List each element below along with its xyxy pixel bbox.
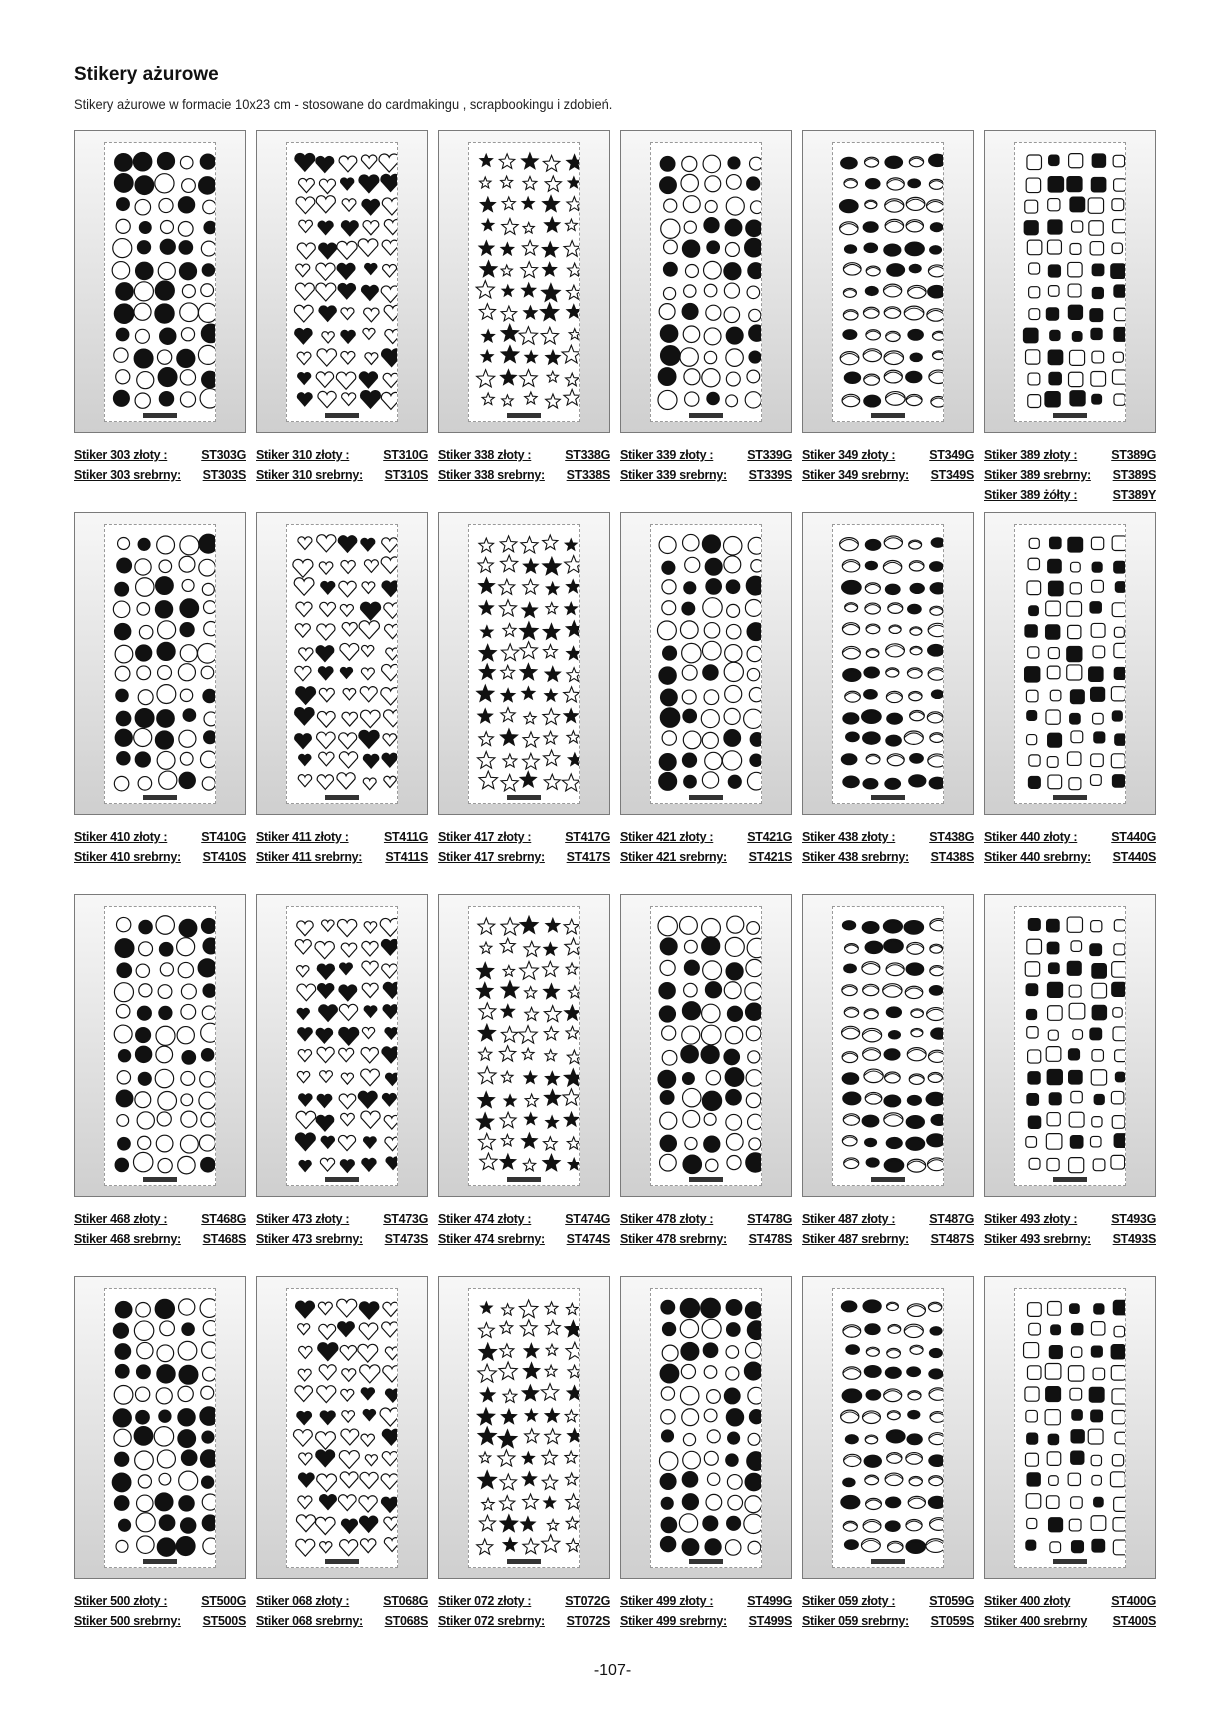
- product-label-line[interactable]: [802, 445, 974, 465]
- product-code: ST417G: [565, 830, 610, 844]
- product-label-line[interactable]: [438, 1611, 610, 1631]
- product-labels: [802, 1591, 974, 1631]
- product-label-line[interactable]: [74, 827, 246, 847]
- product-code: ST068S: [384, 1614, 428, 1628]
- product-label-line[interactable]: [74, 847, 246, 867]
- product-name: Stiker 487 srebrny:: [802, 1232, 909, 1246]
- product-card[interactable]: [74, 894, 246, 1249]
- product-name: Stiker 473 złoty :: [256, 1212, 350, 1226]
- product-card[interactable]: [620, 512, 792, 867]
- product-name: Stiker 389 srebrny:: [984, 468, 1091, 482]
- product-name: Stiker 339 srebrny:: [620, 468, 727, 482]
- product-label-line[interactable]: [802, 465, 974, 485]
- product-name: Stiker 417 srebrny:: [438, 850, 545, 864]
- product-name: Stiker 411 złoty :: [256, 830, 349, 844]
- sticker-sheet-image: [650, 142, 762, 422]
- product-code: ST349S: [930, 468, 974, 482]
- product-labels: [256, 827, 428, 867]
- product-code: ST389G: [1111, 448, 1156, 462]
- product-name: Stiker 410 srebrny:: [74, 850, 181, 864]
- product-code: ST310S: [384, 468, 428, 482]
- product-name: Stiker 478 złoty :: [620, 1212, 714, 1226]
- product-image-frame[interactable]: [256, 894, 428, 1197]
- product-name: Stiker 339 złoty :: [620, 448, 714, 462]
- brand-logo-strip: [507, 413, 541, 418]
- product-image-frame[interactable]: [984, 512, 1156, 815]
- product-code: ST410S: [202, 850, 246, 864]
- product-code: ST473G: [383, 1212, 428, 1226]
- product-label-line[interactable]: [802, 847, 974, 867]
- product-image-frame[interactable]: [802, 894, 974, 1197]
- sticker-sheet-image: [1014, 142, 1126, 422]
- sticker-sheet-image: [650, 524, 762, 804]
- product-name: Stiker 349 srebrny:: [802, 468, 909, 482]
- product-label-line[interactable]: [438, 1229, 610, 1249]
- product-labels: [984, 1209, 1156, 1249]
- product-name: Stiker 389 złoty :: [984, 448, 1078, 462]
- product-image-frame[interactable]: [74, 1276, 246, 1579]
- product-code: ST400S: [1112, 1614, 1156, 1628]
- product-code: ST474S: [566, 1232, 610, 1246]
- product-code: ST421S: [748, 850, 792, 864]
- product-label-line[interactable]: [256, 1591, 428, 1611]
- product-code: ST389Y: [1112, 488, 1156, 502]
- product-labels: [620, 827, 792, 867]
- product-grid: [74, 130, 1164, 1658]
- product-card[interactable]: [620, 130, 792, 485]
- product-row: [74, 894, 1164, 1276]
- product-label-line[interactable]: [438, 445, 610, 465]
- product-image-frame[interactable]: [438, 1276, 610, 1579]
- product-name: Stiker 400 srebrny: [984, 1614, 1087, 1628]
- product-code: ST303S: [202, 468, 246, 482]
- product-name: Stiker 440 złoty :: [984, 830, 1078, 844]
- product-name: Stiker 487 złoty :: [802, 1212, 896, 1226]
- product-labels: [256, 1209, 428, 1249]
- brand-logo-strip: [143, 1177, 177, 1182]
- brand-logo-strip: [143, 1559, 177, 1564]
- product-label-line[interactable]: [620, 1209, 792, 1229]
- product-labels: [984, 1591, 1156, 1631]
- product-code: ST411G: [383, 830, 428, 844]
- product-image-frame[interactable]: [438, 894, 610, 1197]
- product-card[interactable]: [984, 894, 1156, 1249]
- product-name: Stiker 440 srebrny:: [984, 850, 1091, 864]
- product-name: Stiker 303 złoty :: [74, 448, 168, 462]
- brand-logo-strip: [1053, 1559, 1087, 1564]
- product-name: Stiker 338 złoty :: [438, 448, 532, 462]
- product-code: ST438G: [929, 830, 974, 844]
- product-labels: [438, 827, 610, 867]
- product-labels: [620, 1209, 792, 1249]
- product-name: Stiker 310 złoty :: [256, 448, 350, 462]
- product-card[interactable]: [438, 130, 610, 485]
- product-name: Stiker 059 złoty :: [802, 1594, 896, 1608]
- product-name: Stiker 500 złoty :: [74, 1594, 168, 1608]
- product-labels: [74, 1209, 246, 1249]
- product-code: ST500S: [202, 1614, 246, 1628]
- product-labels: [438, 445, 610, 485]
- product-code: ST440S: [1112, 850, 1156, 864]
- product-label-line[interactable]: [802, 1591, 974, 1611]
- brand-logo-strip: [871, 1559, 905, 1564]
- product-label-line[interactable]: [984, 1229, 1156, 1249]
- product-name: Stiker 303 srebrny:: [74, 468, 181, 482]
- product-label-line[interactable]: [256, 847, 428, 867]
- product-label-line[interactable]: [802, 1611, 974, 1631]
- product-row: [74, 1276, 1164, 1658]
- product-name: Stiker 421 złoty :: [620, 830, 714, 844]
- brand-logo-strip: [871, 1177, 905, 1182]
- product-image-frame[interactable]: [984, 1276, 1156, 1579]
- product-label-line[interactable]: [620, 1591, 792, 1611]
- sticker-sheet-image: [104, 142, 216, 422]
- product-label-line[interactable]: [802, 1229, 974, 1249]
- sticker-sheet-image: [286, 1288, 398, 1568]
- product-label-line[interactable]: [438, 465, 610, 485]
- product-name: Stiker 072 złoty :: [438, 1594, 532, 1608]
- sticker-sheet-image: [650, 906, 762, 1186]
- product-name: Stiker 338 srebrny:: [438, 468, 545, 482]
- product-name: Stiker 468 złoty :: [74, 1212, 168, 1226]
- product-card[interactable]: [984, 130, 1156, 505]
- product-label-line[interactable]: [984, 847, 1156, 867]
- brand-logo-strip: [1053, 413, 1087, 418]
- product-card[interactable]: [256, 1276, 428, 1631]
- product-label-line[interactable]: [256, 445, 428, 465]
- product-label-line[interactable]: [620, 1229, 792, 1249]
- product-image-frame[interactable]: [984, 130, 1156, 433]
- product-code: ST500G: [201, 1594, 246, 1608]
- product-label-line[interactable]: [256, 465, 428, 485]
- brand-logo-strip: [689, 1559, 723, 1564]
- brand-logo-strip: [1053, 1177, 1087, 1182]
- product-code: ST339S: [748, 468, 792, 482]
- brand-logo-strip: [507, 1559, 541, 1564]
- product-card[interactable]: [74, 1276, 246, 1631]
- product-code: ST478G: [747, 1212, 792, 1226]
- product-code: ST338G: [565, 448, 610, 462]
- product-name: Stiker 389 żółty :: [984, 488, 1078, 502]
- product-code: ST310G: [383, 448, 428, 462]
- product-code: ST389S: [1112, 468, 1156, 482]
- product-code: ST499G: [747, 1594, 792, 1608]
- product-label-line[interactable]: [620, 1611, 792, 1631]
- product-label-line[interactable]: [256, 827, 428, 847]
- product-label-line[interactable]: [438, 1591, 610, 1611]
- sticker-sheet-image: [650, 1288, 762, 1568]
- brand-logo-strip: [689, 795, 723, 800]
- sticker-sheet-image: [468, 1288, 580, 1568]
- page-number: -107-: [593, 1662, 632, 1679]
- product-code: ST474G: [565, 1212, 610, 1226]
- product-card[interactable]: [438, 512, 610, 867]
- product-label-line[interactable]: [620, 827, 792, 847]
- product-code: ST339G: [747, 448, 792, 462]
- product-code: ST493G: [1111, 1212, 1156, 1226]
- product-name: Stiker 400 złoty: [984, 1594, 1071, 1608]
- product-card[interactable]: [620, 894, 792, 1249]
- product-card[interactable]: [984, 512, 1156, 867]
- sticker-sheet-image: [286, 906, 398, 1186]
- product-code: ST411S: [385, 850, 428, 864]
- product-label-line[interactable]: [620, 445, 792, 465]
- brand-logo-strip: [1053, 795, 1087, 800]
- product-label-line[interactable]: [74, 445, 246, 465]
- product-image-frame[interactable]: [620, 894, 792, 1197]
- product-label-line[interactable]: [984, 1209, 1156, 1229]
- product-label-line[interactable]: [438, 1209, 610, 1229]
- product-card[interactable]: [256, 130, 428, 485]
- product-name: Stiker 474 srebrny:: [438, 1232, 545, 1246]
- product-label-line[interactable]: [620, 465, 792, 485]
- sticker-sheet-image: [286, 142, 398, 422]
- product-labels: [256, 1591, 428, 1631]
- sticker-sheet-image: [104, 1288, 216, 1568]
- product-name: Stiker 499 złoty :: [620, 1594, 714, 1608]
- product-labels: [802, 1209, 974, 1249]
- product-card[interactable]: [802, 130, 974, 485]
- product-labels: [620, 1591, 792, 1631]
- product-code: ST468G: [201, 1212, 246, 1226]
- product-code: ST473S: [384, 1232, 428, 1246]
- product-code: ST478S: [748, 1232, 792, 1246]
- page-title: Stikery ażurowe: [74, 64, 219, 85]
- product-name: Stiker 059 srebrny:: [802, 1614, 909, 1628]
- product-image-frame[interactable]: [74, 130, 246, 433]
- product-code: ST338S: [566, 468, 610, 482]
- sticker-sheet-image: [1014, 906, 1126, 1186]
- product-label-line[interactable]: [984, 485, 1156, 505]
- product-code: ST440G: [1111, 830, 1156, 844]
- product-code: ST072G: [565, 1594, 610, 1608]
- product-labels: [438, 1209, 610, 1249]
- product-code: ST468S: [202, 1232, 246, 1246]
- sticker-sheet-image: [832, 524, 944, 804]
- product-image-frame[interactable]: [620, 130, 792, 433]
- product-labels: [984, 827, 1156, 867]
- product-card[interactable]: [74, 130, 246, 485]
- product-labels: [984, 445, 1156, 505]
- product-label-line[interactable]: [74, 1611, 246, 1631]
- product-image-frame[interactable]: [438, 512, 610, 815]
- product-label-line[interactable]: [74, 1209, 246, 1229]
- product-label-line[interactable]: [984, 465, 1156, 485]
- product-card[interactable]: [802, 512, 974, 867]
- product-image-frame[interactable]: [620, 512, 792, 815]
- product-row: [74, 130, 1164, 512]
- product-card[interactable]: [438, 894, 610, 1249]
- brand-logo-strip: [871, 795, 905, 800]
- sticker-sheet-image: [468, 142, 580, 422]
- brand-logo-strip: [871, 413, 905, 418]
- product-labels: [256, 445, 428, 485]
- product-code: ST059S: [930, 1614, 974, 1628]
- product-image-frame[interactable]: [802, 130, 974, 433]
- sticker-sheet-image: [832, 1288, 944, 1568]
- product-card[interactable]: [620, 1276, 792, 1631]
- sticker-sheet-image: [1014, 1288, 1126, 1568]
- sticker-sheet-image: [1014, 524, 1126, 804]
- product-labels: [74, 445, 246, 485]
- product-image-frame[interactable]: [74, 512, 246, 815]
- product-card[interactable]: [802, 1276, 974, 1631]
- product-code: ST349G: [929, 448, 974, 462]
- product-name: Stiker 474 złoty :: [438, 1212, 532, 1226]
- sticker-sheet-image: [468, 524, 580, 804]
- product-image-frame[interactable]: [620, 1276, 792, 1579]
- product-card[interactable]: [802, 894, 974, 1249]
- product-label-line[interactable]: [802, 827, 974, 847]
- product-name: Stiker 349 złoty :: [802, 448, 896, 462]
- product-label-line[interactable]: [74, 1229, 246, 1249]
- product-name: Stiker 068 srebrny:: [256, 1614, 363, 1628]
- product-code: ST493S: [1112, 1232, 1156, 1246]
- product-label-line[interactable]: [438, 847, 610, 867]
- product-labels: [74, 827, 246, 867]
- brand-logo-strip: [325, 795, 359, 800]
- product-name: Stiker 438 złoty :: [802, 830, 896, 844]
- product-label-line[interactable]: [620, 847, 792, 867]
- product-image-frame[interactable]: [984, 894, 1156, 1197]
- product-image-frame[interactable]: [802, 512, 974, 815]
- product-row: [74, 512, 1164, 894]
- product-code: ST438S: [930, 850, 974, 864]
- product-labels: [438, 1591, 610, 1631]
- product-code: ST487G: [929, 1212, 974, 1226]
- brand-logo-strip: [143, 795, 177, 800]
- product-name: Stiker 310 srebrny:: [256, 468, 363, 482]
- product-image-frame[interactable]: [74, 894, 246, 1197]
- product-code: ST410G: [201, 830, 246, 844]
- page-subtitle: Stikery ażurowe w formacie 10x23 cm - stosowane do cardmakingu , scrapbookingu i zdobień.: [74, 96, 613, 112]
- product-name: Stiker 493 złoty :: [984, 1212, 1078, 1226]
- sticker-sheet-image: [104, 906, 216, 1186]
- product-label-line[interactable]: [984, 1611, 1156, 1631]
- product-image-frame[interactable]: [256, 1276, 428, 1579]
- product-image-frame[interactable]: [256, 130, 428, 433]
- product-name: Stiker 473 srebrny:: [256, 1232, 363, 1246]
- product-card[interactable]: [256, 894, 428, 1249]
- sticker-sheet-image: [468, 906, 580, 1186]
- product-code: ST421G: [747, 830, 792, 844]
- product-code: ST303G: [201, 448, 246, 462]
- product-label-line[interactable]: [984, 445, 1156, 465]
- sticker-sheet-image: [286, 524, 398, 804]
- brand-logo-strip: [325, 413, 359, 418]
- product-label-line[interactable]: [984, 1591, 1156, 1611]
- product-labels: [620, 445, 792, 485]
- brand-logo-strip: [143, 413, 177, 418]
- brand-logo-strip: [325, 1559, 359, 1564]
- product-label-line[interactable]: [74, 1591, 246, 1611]
- product-label-line[interactable]: [256, 1611, 428, 1631]
- product-image-frame[interactable]: [802, 1276, 974, 1579]
- product-name: Stiker 417 złoty :: [438, 830, 532, 844]
- product-name: Stiker 438 srebrny:: [802, 850, 909, 864]
- product-labels: [802, 827, 974, 867]
- brand-logo-strip: [689, 1177, 723, 1182]
- sticker-sheet-image: [832, 906, 944, 1186]
- product-code: ST487S: [930, 1232, 974, 1246]
- product-code: ST499S: [748, 1614, 792, 1628]
- product-name: Stiker 478 srebrny:: [620, 1232, 727, 1246]
- product-label-line[interactable]: [984, 827, 1156, 847]
- product-name: Stiker 068 złoty :: [256, 1594, 350, 1608]
- product-name: Stiker 468 srebrny:: [74, 1232, 181, 1246]
- product-card[interactable]: [256, 512, 428, 867]
- sticker-sheet-image: [104, 524, 216, 804]
- product-image-frame[interactable]: [256, 512, 428, 815]
- product-code: ST072S: [566, 1614, 610, 1628]
- brand-logo-strip: [507, 795, 541, 800]
- product-label-line[interactable]: [74, 465, 246, 485]
- product-name: Stiker 500 srebrny:: [74, 1614, 181, 1628]
- product-label-line[interactable]: [256, 1229, 428, 1249]
- product-name: Stiker 410 złoty :: [74, 830, 168, 844]
- product-image-frame[interactable]: [438, 130, 610, 433]
- brand-logo-strip: [325, 1177, 359, 1182]
- product-code: ST068G: [383, 1594, 428, 1608]
- product-card[interactable]: [984, 1276, 1156, 1631]
- product-code: ST400G: [1111, 1594, 1156, 1608]
- product-labels: [802, 445, 974, 485]
- product-code: ST059G: [929, 1594, 974, 1608]
- product-code: ST417S: [566, 850, 610, 864]
- product-name: Stiker 499 srebrny:: [620, 1614, 727, 1628]
- sticker-sheet-image: [832, 142, 944, 422]
- brand-logo-strip: [689, 413, 723, 418]
- product-labels: [74, 1591, 246, 1631]
- product-label-line[interactable]: [256, 1209, 428, 1229]
- product-name: Stiker 421 srebrny:: [620, 850, 727, 864]
- product-label-line[interactable]: [438, 827, 610, 847]
- product-name: Stiker 493 srebrny:: [984, 1232, 1091, 1246]
- product-name: Stiker 411 srebrny:: [256, 850, 363, 864]
- product-name: Stiker 072 srebrny:: [438, 1614, 545, 1628]
- product-card[interactable]: [438, 1276, 610, 1631]
- product-label-line[interactable]: [802, 1209, 974, 1229]
- product-card[interactable]: [74, 512, 246, 867]
- brand-logo-strip: [507, 1177, 541, 1182]
